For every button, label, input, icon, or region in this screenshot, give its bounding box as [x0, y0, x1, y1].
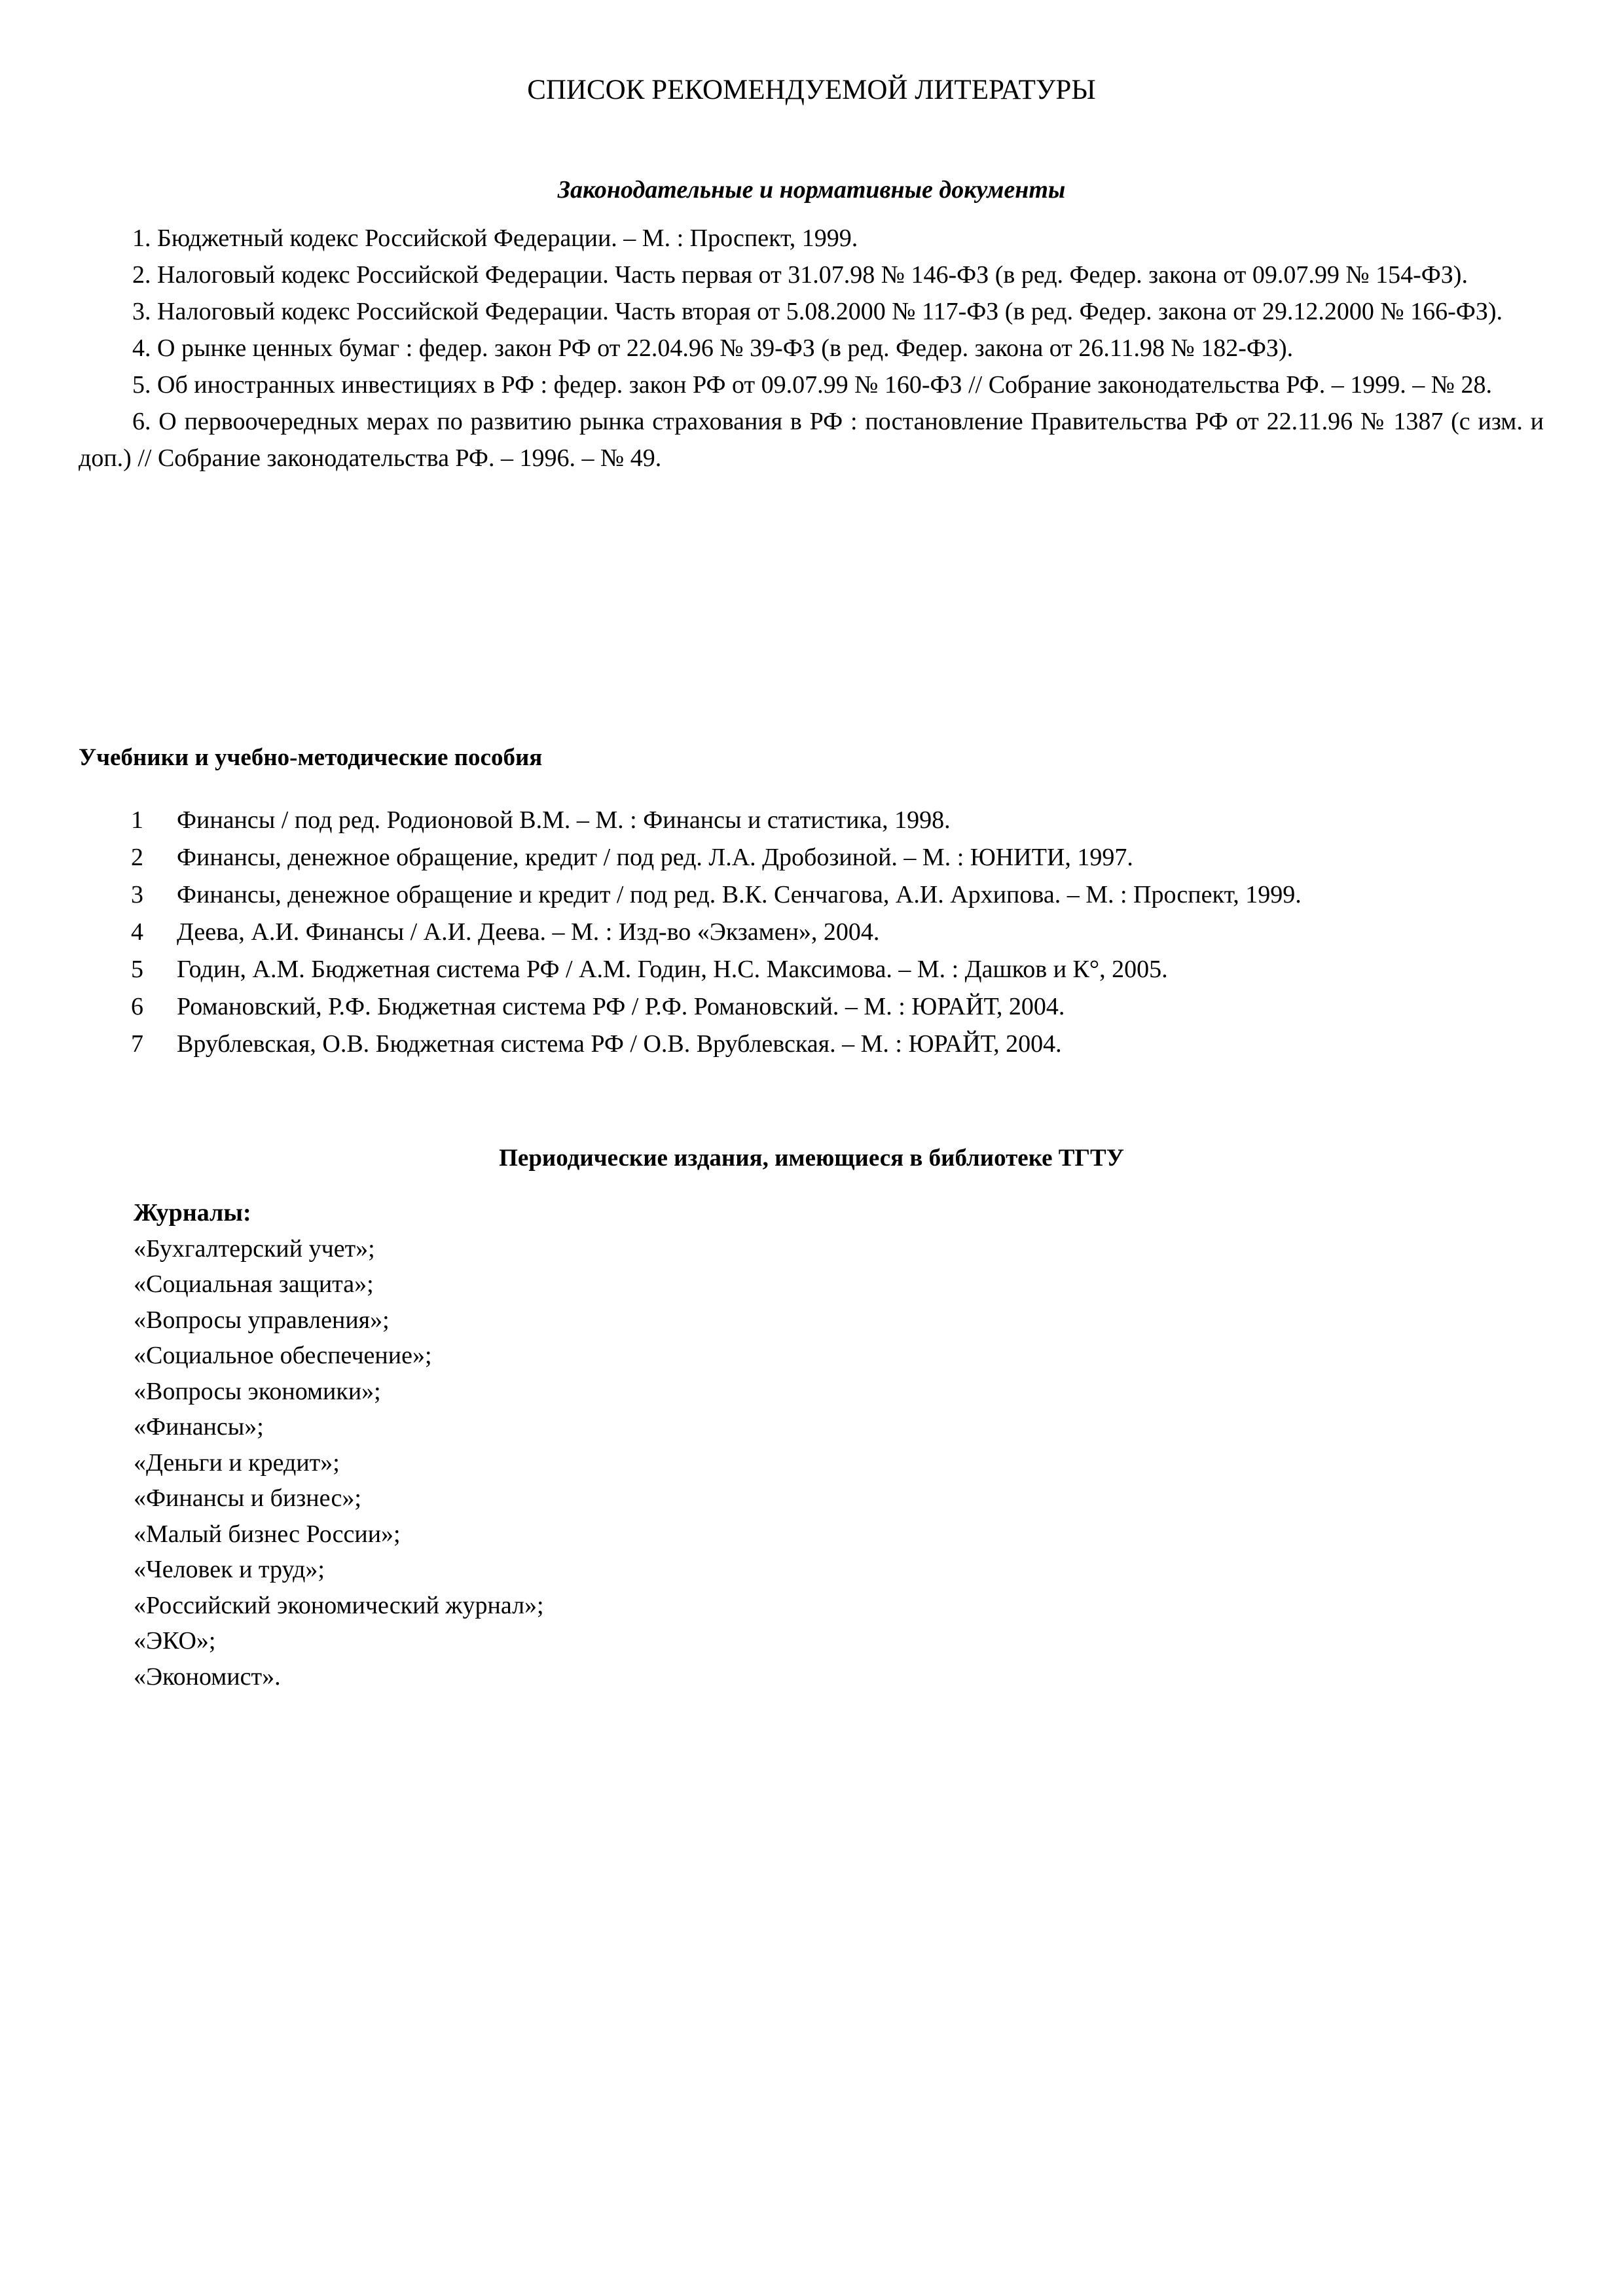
list-item-text: Годин, А.М. Бюджетная система РФ / А.М. Годин, Н.С. Максимова. – М. : Дашков и К°, 2005. [177, 956, 1168, 983]
journal-item: «Финансы»; [134, 1413, 264, 1441]
legislation-list [79, 220, 1544, 476]
journal-item: «ЭКО»; [134, 1627, 216, 1655]
textbooks-list [131, 802, 1506, 1063]
list-item-number: 7 [131, 1030, 143, 1058]
section-heading-textbooks: Учебники и учебно-методические пособия [79, 744, 543, 771]
journal-item: «Социальное обеспечение»; [134, 1342, 432, 1369]
list-item: 6. О первоочередных мерах по развитию рынка страхования в РФ : постановление Правительства РФ от 22.11.96 № 1387 (с изм. и доп.) // Собрание законодательства РФ. – 1996. – № 49. [79, 408, 1544, 472]
list-item: 1. Бюджетный кодекс Российской Федерации. – М. : Проспект, 1999. [132, 224, 858, 252]
journal-item: «Деньги и кредит»; [134, 1448, 340, 1477]
list-item-number: 5 [131, 956, 143, 983]
list-item-text: Финансы / под ред. Родионовой В.М. – М. : Финансы и статистика, 1998. [177, 806, 951, 834]
list-item-text: Врублевская, О.В. Бюджетная система РФ / О.В. Врублевская. – М. : ЮРАЙТ, 2004. [177, 1030, 1062, 1058]
journal-item: «Социальная защита»; [134, 1270, 374, 1298]
list-item [131, 951, 1506, 988]
journal-item: «Экономист». [134, 1662, 281, 1691]
list-item [131, 876, 1506, 914]
journal-item: «Российский экономический журнал»; [134, 1591, 544, 1619]
journals-list [134, 1195, 1116, 1695]
list-item: 2. Налоговый кодекс Российской Федерации. Часть первая от 31.07.98 № 146-ФЗ (в ред. Федер. закона от 09.07.99 № 154-ФЗ). [132, 261, 1468, 289]
journals-label: Журналы: [134, 1199, 251, 1227]
list-item: 4. О рынке ценных бумаг : федер. закон РФ от 22.04.96 № 39-ФЗ (в ред. Федер. закона от 26.11.98 № 182-ФЗ). [132, 334, 1294, 362]
list-item-text: Деева, А.И. Финансы / А.И. Деева. – М. : Изд-во «Экзамен», 2004. [177, 918, 880, 946]
list-item: 3. Налоговый кодекс Российской Федерации. Часть вторая от 5.08.2000 № 117-ФЗ (в ред. Федер. закона от 29.12.2000 № 166-ФЗ). [132, 298, 1503, 325]
journal-item: «Человек и труд»; [134, 1556, 325, 1583]
list-item [131, 839, 1506, 876]
journal-item: «Бухгалтерский учет»; [134, 1234, 375, 1263]
list-item [131, 1026, 1506, 1063]
list-item-number: 3 [131, 881, 143, 908]
list-item-number: 1 [131, 806, 143, 834]
list-item-number: 4 [131, 918, 143, 946]
section-heading-periodicals: Периодические издания, имеющиеся в библиотеке ТГТУ [499, 1145, 1124, 1172]
list-item-text: Финансы, денежное обращение, кредит / под ред. Л.А. Дробозиной. – М. : ЮНИТИ, 1997. [177, 844, 1133, 871]
list-item-text: Финансы, денежное обращение и кредит / под ред. В.К. Сенчагова, А.И. Архипова. – М. : Проспект, 1999. [177, 881, 1302, 908]
list-item-number: 2 [131, 844, 143, 871]
journal-item: «Вопросы управления»; [134, 1306, 390, 1334]
list-item: 5. Об иностранных инвестициях в РФ : федер. закон РФ от 09.07.99 № 160-ФЗ // Собрание законодательства РФ. – 1999. – № 28. [132, 371, 1492, 399]
journal-item: «Малый бизнес России»; [134, 1520, 401, 1548]
list-item [131, 914, 1506, 951]
journal-item: «Вопросы экономики»; [134, 1377, 381, 1405]
journal-item: «Финансы и бизнес»; [134, 1484, 361, 1512]
section-heading-legislation: Законодательные и нормативные документы [557, 176, 1066, 204]
list-item-text: Романовский, Р.Ф. Бюджетная система РФ / Р.Ф. Романовский. – М. : ЮРАЙТ, 2004. [177, 993, 1065, 1020]
list-item [131, 988, 1506, 1026]
page-title: СПИСОК РЕКОМЕНДУЕМОЙ ЛИТЕРАТУРЫ [527, 75, 1096, 105]
list-item-number: 6 [131, 993, 143, 1020]
list-item [131, 802, 1506, 839]
